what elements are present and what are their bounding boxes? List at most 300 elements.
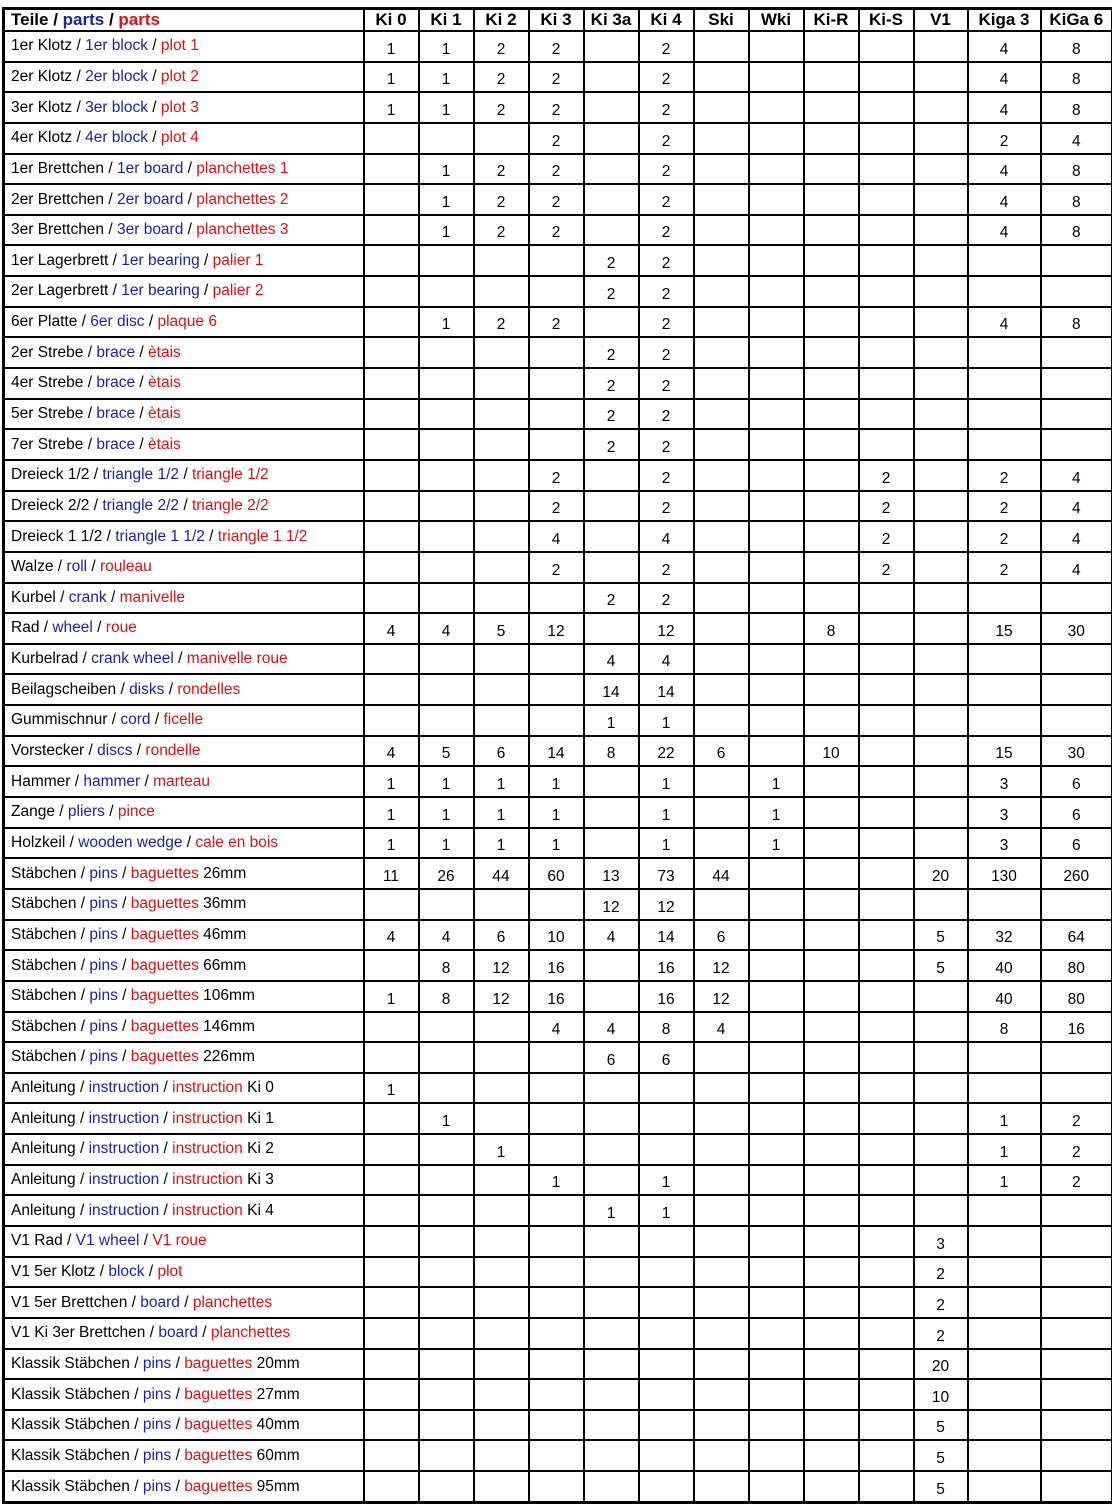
quantity-cell — [364, 950, 419, 981]
quantity-cell — [914, 184, 968, 215]
quantity-cell: 8 — [1041, 184, 1112, 215]
quantity-cell — [749, 674, 804, 705]
part-name-en: pins — [89, 1048, 118, 1066]
part-name-en: disks — [129, 680, 165, 698]
quantity-cell — [474, 1379, 529, 1410]
quantity-cell — [968, 1379, 1041, 1410]
quantity-cell — [749, 920, 804, 951]
part-name-de: Dreieck 1/2 — [11, 466, 90, 484]
quantity-cell: 5 — [914, 920, 968, 951]
table-row — [4, 766, 1112, 797]
quantity-cell: 40 — [968, 981, 1041, 1012]
part-name-de: V1 Ki 3er Brettchen — [11, 1324, 146, 1342]
quantity-cell — [749, 1073, 804, 1104]
quantity-cell — [364, 368, 419, 399]
quantity-cell — [694, 31, 749, 62]
quantity-cell — [1041, 337, 1112, 368]
quantity-cell — [364, 889, 419, 920]
quantity-cell: 1 — [639, 797, 694, 828]
quantity-cell — [364, 1226, 419, 1257]
quantity-cell — [529, 1073, 584, 1104]
quantity-cell — [749, 1012, 804, 1043]
quantity-cell — [914, 981, 968, 1012]
part-name-en: pins — [142, 1416, 172, 1434]
part-name-cell — [4, 460, 364, 491]
quantity-cell — [749, 950, 804, 981]
part-name-en: pliers — [67, 803, 105, 821]
table-row — [4, 1410, 1112, 1441]
parts-table — [2, 7, 1112, 1504]
name-separator: / — [76, 925, 90, 943]
quantity-cell: 2 — [859, 521, 914, 552]
part-name-fr: instruction — [172, 1171, 243, 1189]
quantity-cell — [749, 705, 804, 736]
table-row — [4, 889, 1112, 920]
part-name-de: Anleitung — [11, 1140, 76, 1158]
quantity-cell: 2 — [639, 491, 694, 522]
part-name-de: Kurbel — [11, 588, 56, 606]
quantity-cell: 2 — [584, 368, 639, 399]
quantity-cell: 14 — [639, 674, 694, 705]
name-separator: / — [159, 1171, 173, 1189]
quantity-cell — [584, 613, 639, 644]
quantity-cell — [859, 92, 914, 123]
header-label-de: Teile — [11, 10, 49, 29]
part-name-de: Klassik Stäbchen — [11, 1385, 130, 1403]
quantity-cell — [968, 1349, 1041, 1380]
quantity-cell: 15 — [968, 736, 1041, 767]
part-name-de: V1 Rad — [11, 1232, 63, 1250]
quantity-cell — [419, 521, 474, 552]
quantity-cell — [419, 1195, 474, 1226]
header-row — [4, 9, 1112, 32]
quantity-cell: 14 — [584, 674, 639, 705]
quantity-cell — [859, 766, 914, 797]
name-separator: / — [182, 833, 196, 851]
quantity-cell — [584, 1165, 639, 1196]
quantity-cell — [804, 215, 859, 246]
part-name-de: 3er Klotz — [11, 98, 73, 116]
quantity-cell — [968, 1226, 1041, 1257]
quantity-cell: 44 — [474, 858, 529, 889]
part-name-de: Stäbchen — [11, 956, 77, 974]
quantity-cell — [749, 31, 804, 62]
part-name-fr: planchettes 3 — [196, 221, 289, 239]
quantity-cell — [859, 31, 914, 62]
quantity-cell — [749, 1103, 804, 1134]
name-separator: / — [132, 742, 146, 760]
quantity-cell — [474, 1042, 529, 1073]
quantity-cell: 3 — [968, 797, 1041, 828]
name-separator: / — [83, 435, 97, 453]
quantity-cell: 6 — [1041, 797, 1112, 828]
name-separator: / — [76, 864, 90, 882]
quantity-cell: 1 — [529, 1165, 584, 1196]
quantity-cell — [859, 337, 914, 368]
part-name-en: board — [158, 1324, 198, 1342]
quantity-cell — [419, 1165, 474, 1196]
quantity-cell — [1041, 1410, 1112, 1441]
part-name-cell — [4, 1471, 364, 1502]
part-name-cell — [4, 705, 364, 736]
quantity-cell — [914, 276, 968, 307]
quantity-cell: 60 — [529, 858, 584, 889]
part-name-en: wooden wedge — [78, 833, 183, 851]
part-name-en: 1er board — [116, 159, 184, 177]
quantity-cell — [859, 613, 914, 644]
quantity-cell: 4 — [1041, 460, 1112, 491]
quantity-cell: 4 — [968, 92, 1041, 123]
quantity-cell — [474, 276, 529, 307]
name-separator: / — [139, 1232, 153, 1250]
quantity-cell: 4 — [584, 644, 639, 675]
table-row — [4, 1103, 1112, 1134]
quantity-cell — [694, 1042, 749, 1073]
part-name-en: crank — [68, 588, 107, 606]
quantity-cell — [474, 245, 529, 276]
part-name-cell — [4, 429, 364, 460]
name-separator: / — [127, 1293, 141, 1311]
quantity-cell — [694, 184, 749, 215]
quantity-cell — [804, 1103, 859, 1134]
quantity-cell: 1 — [639, 705, 694, 736]
name-separator: / — [89, 496, 103, 514]
part-name-en: wheel — [52, 619, 93, 637]
quantity-cell: 12 — [584, 889, 639, 920]
part-name-de: 1er Brettchen — [11, 159, 105, 177]
name-separator: / — [65, 833, 79, 851]
name-separator: / — [129, 1354, 143, 1372]
quantity-cell: 2 — [584, 337, 639, 368]
part-name-en: pins — [142, 1385, 172, 1403]
name-separator: / — [183, 190, 197, 208]
part-name-en: board — [140, 1293, 180, 1311]
name-separator: / — [129, 1416, 143, 1434]
quantity-cell: 2 — [914, 1287, 968, 1318]
quantity-cell: 2 — [639, 368, 694, 399]
column-header-kit: Ki 4 — [639, 9, 694, 32]
quantity-cell — [749, 644, 804, 675]
quantity-cell — [968, 1257, 1041, 1288]
part-name-fr: cale en bois — [195, 833, 279, 851]
name-separator: / — [144, 1262, 158, 1280]
quantity-cell — [859, 1165, 914, 1196]
quantity-cell — [364, 644, 419, 675]
quantity-cell — [364, 674, 419, 705]
quantity-cell — [804, 1012, 859, 1043]
quantity-cell — [859, 1012, 914, 1043]
quantity-cell: 4 — [584, 1012, 639, 1043]
part-name-cell — [4, 736, 364, 767]
quantity-cell — [419, 889, 474, 920]
quantity-cell: 6 — [1041, 828, 1112, 859]
part-name-fr: baguettes — [130, 925, 199, 943]
quantity-cell — [749, 858, 804, 889]
part-name-cell — [4, 613, 364, 644]
part-name-en: cord — [120, 711, 151, 729]
quantity-cell — [1041, 705, 1112, 736]
name-separator: / — [87, 558, 101, 576]
quantity-cell — [859, 828, 914, 859]
name-separator: / — [76, 895, 90, 913]
quantity-cell: 26 — [419, 858, 474, 889]
quantity-cell — [804, 1349, 859, 1380]
quantity-cell: 3 — [968, 766, 1041, 797]
quantity-cell — [749, 1042, 804, 1073]
part-name-de: Dreieck 1 1/2 — [11, 527, 103, 545]
name-separator: / — [76, 1048, 90, 1066]
name-separator: / — [117, 925, 131, 943]
table-row — [4, 1440, 1112, 1471]
quantity-cell: 6 — [474, 736, 529, 767]
name-separator: / — [144, 313, 158, 331]
part-size-suffix: Ki 4 — [242, 1201, 274, 1219]
quantity-cell: 1 — [364, 62, 419, 93]
quantity-cell — [859, 1379, 914, 1410]
quantity-cell — [1041, 1287, 1112, 1318]
quantity-cell — [749, 491, 804, 522]
part-name-en: instruction — [88, 1201, 160, 1219]
quantity-cell — [804, 31, 859, 62]
part-name-en: 1er bearing — [121, 251, 200, 269]
quantity-cell: 4 — [584, 920, 639, 951]
quantity-cell — [694, 491, 749, 522]
quantity-cell: 1 — [529, 797, 584, 828]
quantity-cell — [474, 1440, 529, 1471]
name-separator: / — [76, 956, 90, 974]
part-name-fr: palier 1 — [212, 251, 264, 269]
quantity-cell — [364, 429, 419, 460]
part-name-en: block — [108, 1262, 145, 1280]
quantity-cell — [859, 950, 914, 981]
quantity-cell — [1041, 1471, 1112, 1502]
part-name-de: V1 5er Brettchen — [11, 1293, 128, 1311]
part-name-cell — [4, 1073, 364, 1104]
quantity-cell — [968, 1287, 1041, 1318]
quantity-cell: 3 — [968, 828, 1041, 859]
quantity-cell: 6 — [694, 736, 749, 767]
quantity-cell — [804, 1257, 859, 1288]
quantity-cell: 1 — [364, 828, 419, 859]
name-separator: / — [159, 1201, 173, 1219]
part-name-fr: plot 4 — [160, 129, 199, 147]
name-separator: / — [117, 895, 131, 913]
quantity-cell — [914, 154, 968, 185]
quantity-cell — [804, 1440, 859, 1471]
quantity-cell: 1 — [419, 766, 474, 797]
part-name-fr: ètais — [148, 405, 181, 422]
part-name-fr: V1 roue — [152, 1232, 207, 1250]
name-separator: / — [83, 343, 97, 361]
quantity-cell — [694, 62, 749, 93]
quantity-cell — [419, 1042, 474, 1073]
quantity-cell — [419, 460, 474, 491]
table-row — [4, 920, 1112, 951]
quantity-cell — [694, 123, 749, 154]
quantity-cell: 1 — [968, 1103, 1041, 1134]
quantity-cell — [1041, 245, 1112, 276]
quantity-cell — [419, 1073, 474, 1104]
quantity-cell — [694, 1165, 749, 1196]
quantity-cell: 5 — [914, 1440, 968, 1471]
quantity-cell — [419, 491, 474, 522]
quantity-cell — [859, 736, 914, 767]
quantity-cell: 5 — [914, 950, 968, 981]
quantity-cell — [749, 583, 804, 614]
name-separator: / — [83, 405, 97, 422]
quantity-cell — [804, 828, 859, 859]
column-header-kit: Ki 1 — [419, 9, 474, 32]
quantity-cell — [639, 1134, 694, 1165]
quantity-cell: 2 — [474, 92, 529, 123]
name-separator: / — [107, 711, 121, 729]
quantity-cell: 8 — [1041, 62, 1112, 93]
quantity-cell — [804, 460, 859, 491]
name-separator: / — [75, 1079, 89, 1097]
part-size-suffix: Ki 2 — [242, 1140, 274, 1158]
quantity-cell — [1041, 674, 1112, 705]
quantity-cell: 73 — [639, 858, 694, 889]
name-separator: / — [83, 374, 97, 392]
part-name-fr: rondelles — [177, 680, 241, 698]
quantity-cell — [529, 644, 584, 675]
quantity-cell — [584, 1440, 639, 1471]
quantity-cell: 12 — [529, 613, 584, 644]
quantity-cell: 8 — [968, 1012, 1041, 1043]
quantity-cell — [584, 1471, 639, 1502]
table-row — [4, 858, 1112, 889]
quantity-cell: 6 — [584, 1042, 639, 1073]
quantity-cell — [914, 31, 968, 62]
part-name-fr: planchettes — [210, 1324, 291, 1342]
table-row — [4, 307, 1112, 338]
quantity-cell: 1 — [419, 1103, 474, 1134]
quantity-cell — [914, 521, 968, 552]
name-separator: / — [72, 37, 86, 55]
quantity-cell: 2 — [584, 399, 639, 430]
part-name-de: 4er Strebe — [11, 374, 84, 392]
part-name-de: Kurbelrad — [11, 650, 79, 668]
part-name-de: Klassik Stäbchen — [11, 1354, 130, 1372]
quantity-cell — [694, 154, 749, 185]
quantity-cell — [804, 705, 859, 736]
part-name-cell — [4, 674, 364, 705]
name-separator: / — [129, 1385, 143, 1403]
quantity-cell — [859, 62, 914, 93]
name-separator: / — [183, 159, 197, 177]
quantity-cell — [694, 429, 749, 460]
table-row — [4, 184, 1112, 215]
quantity-cell — [639, 1257, 694, 1288]
part-name-en: instruction — [88, 1171, 160, 1189]
quantity-cell — [364, 583, 419, 614]
quantity-cell — [694, 828, 749, 859]
quantity-cell: 2 — [639, 429, 694, 460]
quantity-cell: 1 — [419, 62, 474, 93]
part-name-fr: manivelle — [119, 588, 186, 606]
part-name-en: instruction — [88, 1109, 160, 1127]
column-header-kit: Ki-R — [804, 9, 859, 32]
quantity-cell: 4 — [1041, 521, 1112, 552]
quantity-cell — [749, 889, 804, 920]
quantity-cell — [749, 245, 804, 276]
quantity-cell — [364, 184, 419, 215]
part-name-fr: roue — [105, 619, 137, 637]
table-row — [4, 62, 1112, 93]
quantity-cell — [749, 184, 804, 215]
name-separator: / — [171, 1477, 185, 1495]
quantity-cell: 10 — [804, 736, 859, 767]
quantity-cell — [584, 521, 639, 552]
quantity-cell — [804, 184, 859, 215]
part-name-cell — [4, 276, 364, 307]
part-size-suffix: 146mm — [198, 1017, 255, 1035]
quantity-cell: 4 — [968, 215, 1041, 246]
part-name-de: 1er Klotz — [11, 37, 73, 55]
quantity-cell — [859, 1471, 914, 1502]
quantity-cell — [859, 644, 914, 675]
part-name-fr: triangle 1 1/2 — [217, 527, 308, 545]
quantity-cell — [804, 62, 859, 93]
quantity-cell — [968, 337, 1041, 368]
part-name-cell — [4, 1349, 364, 1380]
quantity-cell: 2 — [968, 521, 1041, 552]
quantity-cell — [474, 1073, 529, 1104]
part-name-fr: ètais — [148, 374, 181, 392]
quantity-cell: 2 — [529, 460, 584, 491]
quantity-cell — [694, 1349, 749, 1380]
part-name-fr: baguettes — [130, 864, 199, 882]
quantity-cell — [859, 276, 914, 307]
quantity-cell — [914, 889, 968, 920]
part-name-cell — [4, 981, 364, 1012]
part-name-de: Anleitung — [11, 1079, 76, 1097]
quantity-cell — [694, 552, 749, 583]
quantity-cell — [474, 368, 529, 399]
quantity-cell — [529, 1134, 584, 1165]
quantity-cell: 1 — [419, 31, 474, 62]
quantity-cell — [749, 613, 804, 644]
quantity-cell — [968, 245, 1041, 276]
quantity-cell: 2 — [639, 276, 694, 307]
quantity-cell — [694, 1226, 749, 1257]
name-separator: / — [117, 1017, 131, 1035]
part-name-cell — [4, 1318, 364, 1349]
quantity-cell — [804, 583, 859, 614]
name-separator: / — [84, 742, 98, 760]
quantity-cell: 2 — [584, 245, 639, 276]
quantity-cell — [529, 1349, 584, 1380]
quantity-cell — [529, 1257, 584, 1288]
quantity-cell — [639, 1379, 694, 1410]
part-name-cell — [4, 1195, 364, 1226]
part-name-fr: baguettes — [130, 956, 199, 974]
quantity-cell — [474, 705, 529, 736]
quantity-cell — [364, 705, 419, 736]
part-name-de: Walze — [11, 558, 58, 576]
quantity-cell: 2 — [529, 123, 584, 154]
quantity-cell — [859, 583, 914, 614]
table-row — [4, 950, 1112, 981]
quantity-cell — [364, 337, 419, 368]
quantity-cell — [694, 583, 749, 614]
quantity-cell: 20 — [914, 858, 968, 889]
quantity-cell: 1 — [419, 797, 474, 828]
quantity-cell — [584, 1318, 639, 1349]
quantity-cell: 5 — [474, 613, 529, 644]
part-name-cell — [4, 797, 364, 828]
quantity-cell — [639, 1318, 694, 1349]
